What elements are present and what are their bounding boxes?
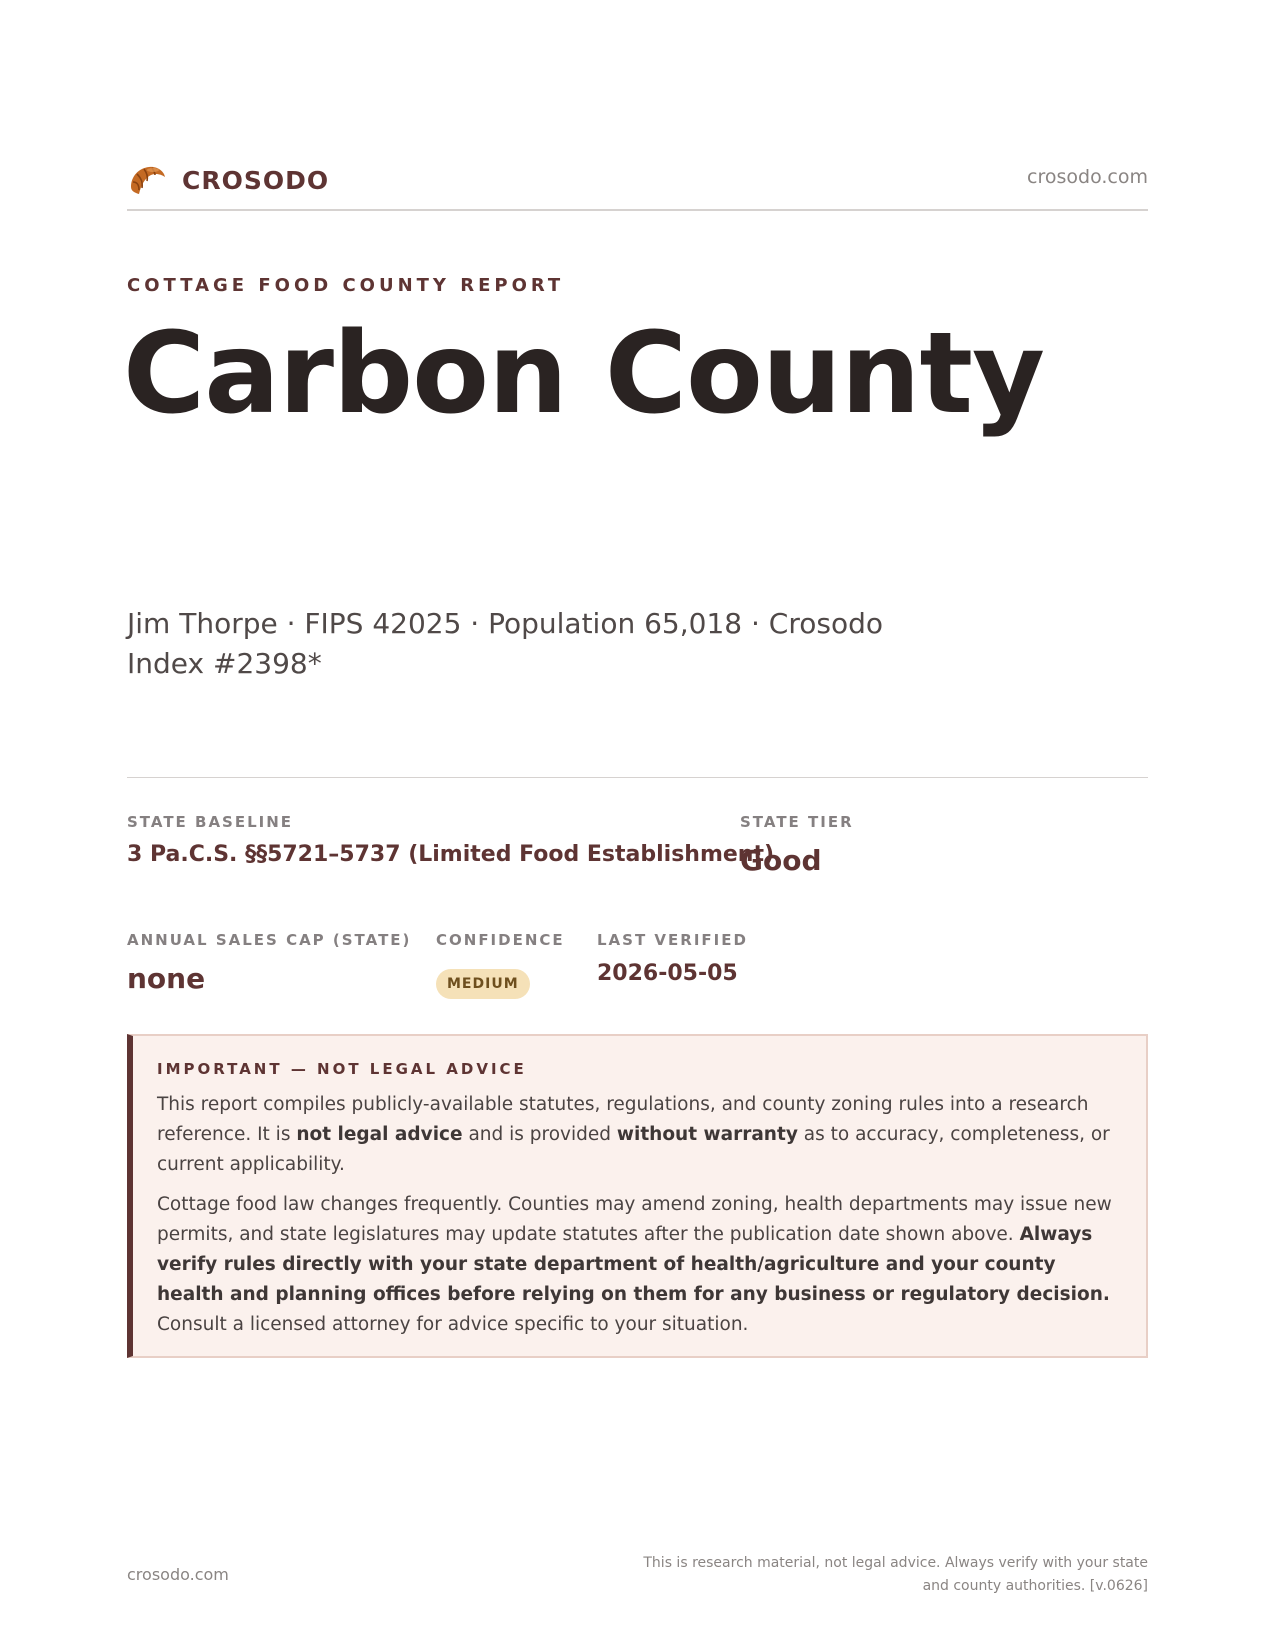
last-verified-label: LAST VERIFIED — [597, 931, 748, 949]
report-page — [123, 0, 1148, 1650]
state-tier-label: STATE TIER — [740, 813, 854, 831]
page-title: Carbon County — [123, 309, 1045, 439]
state-baseline-value: 3 Pa.C.S. §§5721–5737 (Limited Food Establishment) — [127, 842, 775, 867]
page-header — [127, 156, 1148, 211]
site-url[interactable]: crosodo.com — [1027, 166, 1148, 188]
notice-paragraph-1: This report compiles publicly-available statutes, regulations, and county zoning rules into a research reference. It is not legal advice and is provided without warranty as to accuracy, completeness, or current applicability. — [157, 1094, 1110, 1175]
sales-cap-value: none — [127, 962, 206, 995]
section-divider — [127, 777, 1148, 778]
report-kicker: COTTAGE FOOD COUNTY REPORT — [127, 275, 565, 296]
footer-disclaimer: This is research material, not legal advice. Always verify with your state and county authorities. [v.0626] — [643, 1555, 1148, 1594]
brand[interactable] — [127, 160, 329, 200]
legal-notice — [127, 1034, 1148, 1358]
notice-title: IMPORTANT — NOT LEGAL ADVICE — [157, 1060, 527, 1078]
confidence-label: CONFIDENCE — [436, 931, 565, 949]
confidence-badge: MEDIUM — [436, 969, 530, 999]
brand-name: CROSODO — [182, 165, 330, 195]
footer-url[interactable]: crosodo.com — [127, 1565, 229, 1584]
croissant-icon — [127, 160, 167, 200]
state-baseline-label: STATE BASELINE — [127, 813, 294, 831]
state-tier-value: Good — [740, 844, 822, 877]
last-verified-value: 2026-05-05 — [597, 961, 738, 986]
county-subtitle: Jim Thorpe · FIPS 42025 · Population 65,018 · Crosodo Index #2398* — [127, 607, 883, 680]
sales-cap-label: ANNUAL SALES CAP (STATE) — [127, 931, 412, 949]
notice-paragraph-2: Cottage food law changes frequently. Counties may amend zoning, health departments may issue new permits, and state legislatures may update statutes after the publication date shown above. Always verify rules directly with your state department of health/agriculture and your county health and planning offices before relying on them for any business or regulatory decision. Consult a licensed attorney for advice specific to your situation. — [157, 1194, 1112, 1335]
